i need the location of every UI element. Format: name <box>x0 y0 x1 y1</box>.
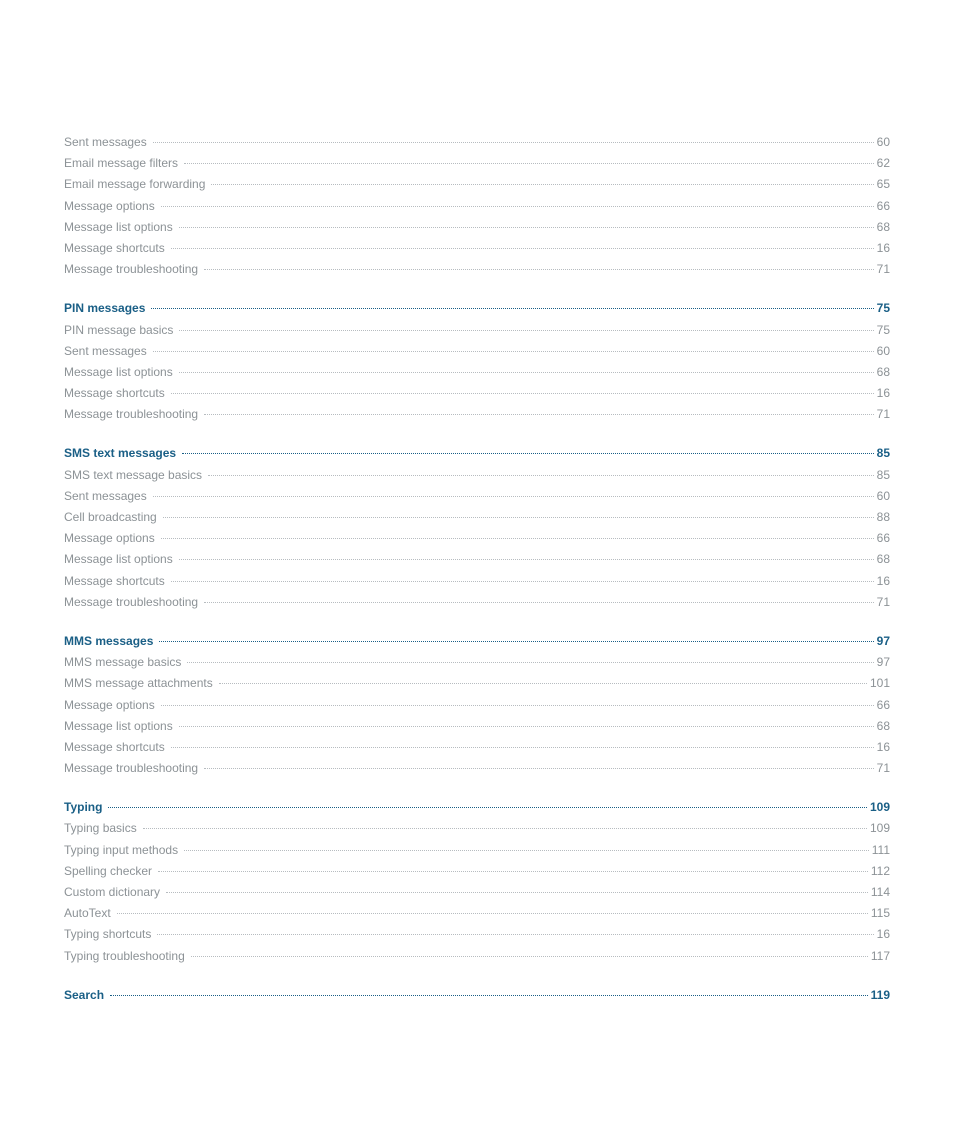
toc-entry[interactable] <box>64 695 890 716</box>
toc-entry-label: Message options <box>64 198 155 213</box>
dot-leader <box>161 705 874 706</box>
toc-entry-label: Typing shortcuts <box>64 927 152 942</box>
toc-entry-label: Typing troubleshooting <box>64 948 185 963</box>
dot-leader <box>171 747 874 748</box>
toc-entry-page-number: 16 <box>876 927 890 942</box>
dot-leader <box>153 496 874 497</box>
toc-entry-page-number: 60 <box>876 488 890 503</box>
toc-entry-label: Message options <box>64 531 155 546</box>
toc-entry-page-number: 117 <box>870 948 890 963</box>
toc-entry-label: Message shortcuts <box>64 240 165 255</box>
dot-leader <box>161 538 874 539</box>
toc-entry[interactable] <box>64 217 890 238</box>
toc-entry[interactable] <box>64 818 890 839</box>
toc-entry[interactable] <box>64 592 890 613</box>
toc-entry-label: Message list options <box>64 219 173 234</box>
toc-section <box>64 443 890 613</box>
toc-entry[interactable] <box>64 238 890 259</box>
toc-entry-label: Message shortcuts <box>64 573 165 588</box>
toc-entry-page-number: 16 <box>876 240 890 255</box>
toc-entry[interactable] <box>64 758 890 779</box>
toc-entry-page-number: 68 <box>876 552 890 567</box>
toc-entry[interactable] <box>64 132 890 153</box>
toc-heading-page-number: 85 <box>876 446 890 461</box>
toc-heading-page-number: 75 <box>876 301 890 316</box>
dot-leader <box>171 248 874 249</box>
toc-entry[interactable] <box>64 465 890 486</box>
toc-heading-label: Search <box>64 987 105 1002</box>
toc-entry-page-number: 65 <box>876 177 890 192</box>
toc-entry-page-number: 16 <box>876 573 890 588</box>
dot-leader <box>143 828 867 829</box>
toc-heading-page-number: 119 <box>870 987 890 1002</box>
toc-entry-page-number: 62 <box>876 156 890 171</box>
toc-entry-page-number: 112 <box>870 863 890 878</box>
toc-heading[interactable] <box>64 985 890 1006</box>
toc-entry[interactable] <box>64 153 890 174</box>
toc-entry[interactable] <box>64 946 890 967</box>
toc-entry-label: Spelling checker <box>64 863 153 878</box>
toc-entry-page-number: 60 <box>876 135 890 149</box>
toc-entry-page-number: 88 <box>876 510 890 524</box>
dot-leader <box>117 913 868 914</box>
toc-entry-label: Message shortcuts <box>64 386 165 401</box>
toc-entry-label: Cell broadcasting <box>64 510 157 524</box>
toc-entry-label: Custom dictionary <box>64 885 161 899</box>
toc-entry-label: Typing basics <box>64 821 137 836</box>
dot-leader <box>179 559 874 560</box>
toc-entry[interactable] <box>64 673 890 694</box>
toc-entry[interactable] <box>64 174 890 195</box>
toc-entry[interactable] <box>64 903 890 924</box>
toc-entry[interactable] <box>64 924 890 945</box>
toc-entry-label: Email message forwarding <box>64 177 206 192</box>
dot-leader <box>163 517 874 518</box>
toc-heading[interactable] <box>64 298 890 319</box>
toc-entry-label: Email message filters <box>64 156 179 171</box>
toc-entry[interactable] <box>64 737 890 758</box>
toc-heading[interactable] <box>64 631 890 652</box>
toc-entry[interactable] <box>64 341 890 362</box>
toc-entry-page-number: 66 <box>876 531 890 546</box>
toc-entry[interactable] <box>64 320 890 341</box>
toc-entry-page-number: 101 <box>869 676 890 691</box>
toc-heading-label: SMS text messages <box>64 446 177 461</box>
toc-entry[interactable] <box>64 486 890 507</box>
toc-heading[interactable] <box>64 443 890 464</box>
toc-entry-label: Message list options <box>64 552 173 567</box>
dot-leader <box>204 269 874 270</box>
toc-entry-page-number: 71 <box>876 594 890 609</box>
toc-entry-label: Message list options <box>64 364 173 379</box>
dot-leader <box>184 163 874 164</box>
dot-leader <box>159 641 873 642</box>
toc-entry-label: AutoText <box>64 906 111 921</box>
toc-entry-label: Message troubleshooting <box>64 262 199 277</box>
toc-entry[interactable] <box>64 259 890 280</box>
toc-entry[interactable] <box>64 571 890 592</box>
toc-section <box>64 985 890 1006</box>
dot-leader <box>204 768 874 769</box>
toc-heading-label: Typing <box>64 800 103 815</box>
table-of-contents <box>64 132 890 1024</box>
toc-heading-page-number: 97 <box>876 633 890 648</box>
toc-entry-label: Sent messages <box>64 135 147 149</box>
toc-entry-label: Message troubleshooting <box>64 761 199 776</box>
dot-leader <box>153 351 874 352</box>
toc-entry[interactable] <box>64 404 890 425</box>
dot-leader <box>151 308 873 309</box>
toc-entry-page-number: 115 <box>870 906 890 921</box>
dot-leader <box>171 393 874 394</box>
dot-leader <box>179 330 873 331</box>
dot-leader <box>219 683 867 684</box>
toc-entry-label: Sent messages <box>64 343 147 358</box>
toc-heading-page-number: 109 <box>869 800 890 815</box>
toc-section <box>64 631 890 779</box>
toc-section <box>64 298 890 425</box>
toc-entry-page-number: 75 <box>876 322 890 337</box>
dot-leader <box>166 892 868 893</box>
dot-leader <box>179 726 874 727</box>
toc-entry-page-number: 114 <box>870 885 890 899</box>
dot-leader <box>211 184 873 185</box>
dot-leader <box>204 602 874 603</box>
dot-leader <box>158 871 868 872</box>
toc-entry[interactable] <box>64 362 890 383</box>
toc-entry-label: PIN message basics <box>64 322 174 337</box>
toc-entry-label: MMS message attachments <box>64 676 213 691</box>
toc-entry[interactable] <box>64 882 890 903</box>
toc-section <box>64 132 890 280</box>
toc-entry-label: Typing input methods <box>64 842 179 857</box>
toc-entry-page-number: 97 <box>876 655 890 670</box>
toc-entry[interactable] <box>64 507 890 528</box>
toc-entry-page-number: 111 <box>871 842 890 857</box>
toc-entry-label: Message options <box>64 697 155 712</box>
dot-leader <box>184 850 869 851</box>
dot-leader <box>204 414 874 415</box>
toc-entry-page-number: 66 <box>876 198 890 213</box>
toc-entry[interactable] <box>64 549 890 570</box>
dot-leader <box>191 956 868 957</box>
toc-heading-label: MMS messages <box>64 633 154 648</box>
toc-entry-page-number: 60 <box>876 343 890 358</box>
dot-leader <box>179 227 874 228</box>
toc-entry-label: Message troubleshooting <box>64 594 199 609</box>
toc-entry-page-number: 68 <box>876 718 890 733</box>
toc-heading[interactable] <box>64 797 890 818</box>
toc-entry[interactable] <box>64 652 890 673</box>
dot-leader <box>108 807 867 808</box>
dot-leader <box>157 934 873 935</box>
toc-entry-label: MMS message basics <box>64 655 182 670</box>
toc-entry-page-number: 71 <box>876 407 890 422</box>
toc-entry[interactable] <box>64 383 890 404</box>
toc-entry[interactable] <box>64 528 890 549</box>
toc-entry[interactable] <box>64 716 890 737</box>
toc-entry-label: SMS text message basics <box>64 467 203 482</box>
toc-entry-page-number: 68 <box>876 219 890 234</box>
toc-entry-page-number: 66 <box>876 697 890 712</box>
dot-leader <box>208 475 874 476</box>
dot-leader <box>187 662 873 663</box>
toc-entry-page-number: 16 <box>876 386 890 401</box>
dot-leader <box>182 453 874 454</box>
toc-entry-label: Message list options <box>64 718 173 733</box>
dot-leader <box>161 206 874 207</box>
toc-entry-page-number: 71 <box>876 262 890 277</box>
toc-entry-page-number: 109 <box>869 821 890 836</box>
toc-entry[interactable] <box>64 196 890 217</box>
dot-leader <box>153 142 874 143</box>
dot-leader <box>179 372 874 373</box>
toc-entry-page-number: 16 <box>876 739 890 754</box>
toc-entry-page-number: 68 <box>876 364 890 379</box>
toc-entry-label: Sent messages <box>64 488 147 503</box>
toc-section <box>64 797 890 967</box>
toc-entry-page-number: 71 <box>876 761 890 776</box>
dot-leader <box>171 581 874 582</box>
dot-leader <box>110 995 868 996</box>
toc-heading-label: PIN messages <box>64 301 146 316</box>
toc-entry[interactable] <box>64 840 890 861</box>
toc-entry-page-number: 85 <box>876 467 890 482</box>
toc-entry-label: Message shortcuts <box>64 739 165 754</box>
toc-entry-label: Message troubleshooting <box>64 407 199 422</box>
toc-entry[interactable] <box>64 861 890 882</box>
